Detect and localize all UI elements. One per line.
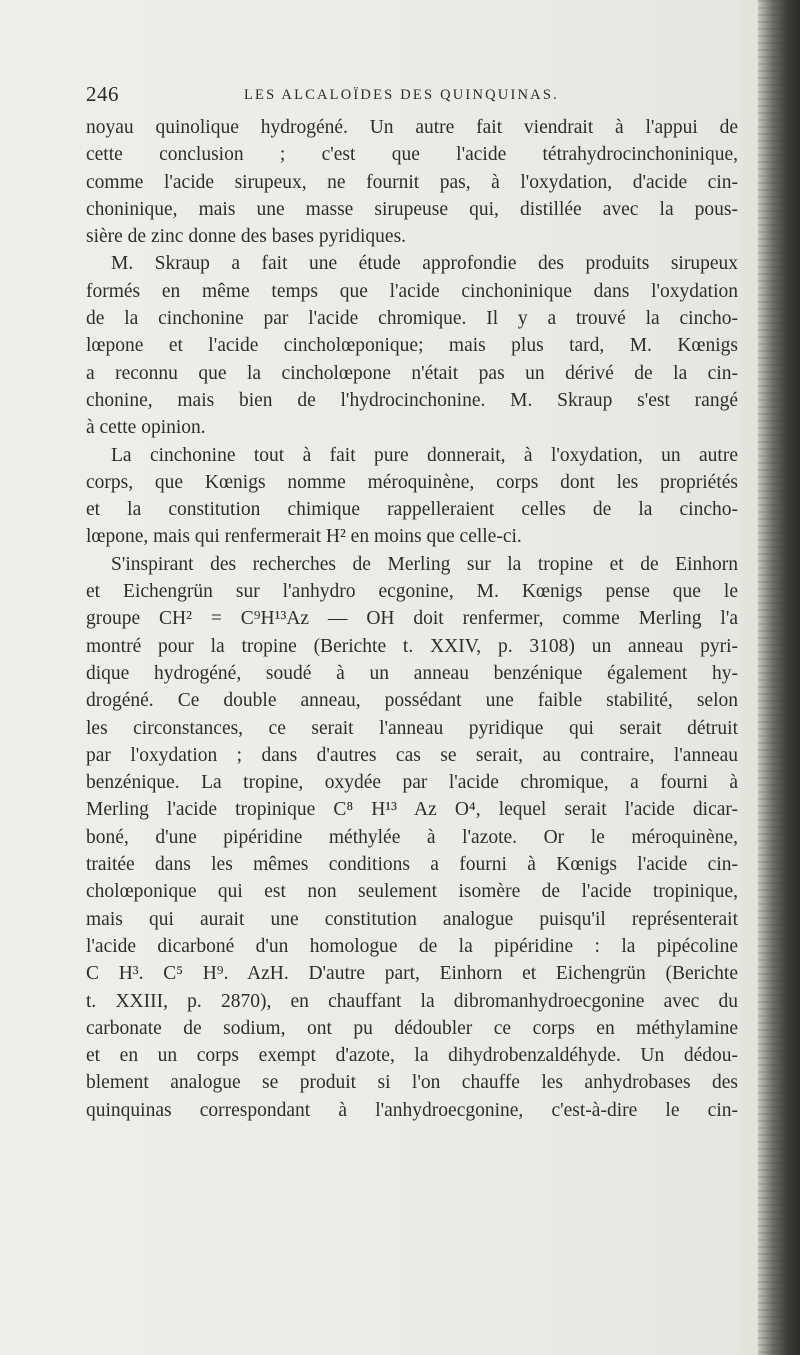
text-line: benzénique. La tropine, oxydée par l'acide chromique, a fourni à [86,772,738,794]
text-line: chonine, mais bien de l'hydrocinchonine. M. Skraup s'est rangé [86,389,738,411]
text-line: formés en même temps que l'acide cinchoninique dans l'oxydation [86,280,738,302]
text-line: les circonstances, ce serait l'anneau pyridique qui serait détruit [86,717,738,739]
text-line: à cette opinion. [86,417,206,439]
text-line: montré pour la tropine (Berichte t. XXIV, p. 3108) un anneau pyri- [86,635,738,657]
text-line: noyau quinolique hydrogéné. Un autre fait viendrait à l'appui de [86,117,738,138]
text-line: choninique, mais une masse sirupeuse qui, distillée avec la pous- [86,198,738,220]
paragraph [86,250,738,441]
text-line: drogéné. Ce double anneau, possédant une faible stabilité, selon [86,690,738,712]
running-title: LES ALCALOÏDES DES QUINQUINAS. [244,87,559,103]
text-line: par l'oxydation ; dans d'autres cas se serait, au contraire, l'anneau [86,744,738,766]
text-line: quinquinas correspondant à l'anhydroecgonine, c'est-à-dire le cin- [86,1099,738,1121]
text-line: et la constitution chimique rappelleraient celles de la cincho- [86,499,738,521]
body-text [86,114,738,1124]
text-line: M. Skraup a fait une étude approfondie des produits sirupeux [111,253,738,275]
text-line: corps, que Kœnigs nomme méroquinène, corps dont les propriétés [86,471,738,493]
page-number: 246 [86,82,119,106]
page-edge-shadow [758,0,800,1355]
text-line: carbonate de sodium, ont pu dédoubler ce corps en méthylamine [86,1017,738,1039]
text-line: l'acide dicarboné d'un homologue de la pipéridine : la pipécoline [86,935,738,957]
paragraph [86,442,738,551]
text-line: cholœponique qui est non seulement isomère de l'acide tropinique, [86,881,738,903]
text-line: S'inspirant des recherches de Merling sur la tropine et de Einhorn [111,553,738,575]
text-line: comme l'acide sirupeux, ne fournit pas, à l'oxydation, d'acide cin- [86,171,738,193]
text-line: groupe CH² = C⁹H¹³Az — OH doit renfermer, comme Merling l'a [86,608,738,630]
text-line: blement analogue se produit si l'on chauffe les anhydrobases des [86,1072,738,1094]
text-line: lœpone, mais qui renfermerait H² en moins que celle-ci. [86,526,522,548]
text-line: cette conclusion ; c'est que l'acide tétrahydrocinchoninique, [86,144,738,166]
paragraph [86,114,738,250]
text-line: t. XXIII, p. 2870), en chauffant la dibromanhydroecgonine avec du [86,990,738,1012]
text-line: a reconnu que la cincholœpone n'était pas un dérivé de la cin- [86,362,738,384]
text-line: et en un corps exempt d'azote, la dihydrobenzaldéhyde. Un dédou- [86,1045,738,1067]
text-line: sière de zinc donne des bases pyridiques. [86,226,407,248]
text-line: C H³. C⁵ H⁹. AzH. D'autre part, Einhorn et Eichengrün (Berichte [86,963,738,985]
text-line: mais qui aurait une constitution analogue puisqu'il représenterait [86,908,738,930]
text-line: dique hydrogéné, soudé à un anneau benzénique également hy- [86,662,738,684]
text-line: Merling l'acide tropinique C⁸ H¹³ Az O⁴, lequel serait l'acide dicar- [86,799,738,821]
text-line: lœpone et l'acide cincholœponique; mais plus tard, M. Kœnigs [86,335,738,357]
paragraph [86,551,738,1124]
text-line: et Eichengrün sur l'anhydro ecgonine, M. Kœnigs pense que le [86,581,738,603]
text-line: La cinchonine tout à fait pure donnerait, à l'oxydation, un autre [111,444,738,466]
text-line: boné, d'une pipéridine méthylée à l'azote. Or le méroquinène, [86,826,738,848]
text-line: traitée dans les mêmes conditions a fourni à Kœnigs l'acide cin- [86,854,738,876]
text-line: de la cinchonine par l'acide chromique. Il y a trouvé la cincho- [86,308,738,330]
